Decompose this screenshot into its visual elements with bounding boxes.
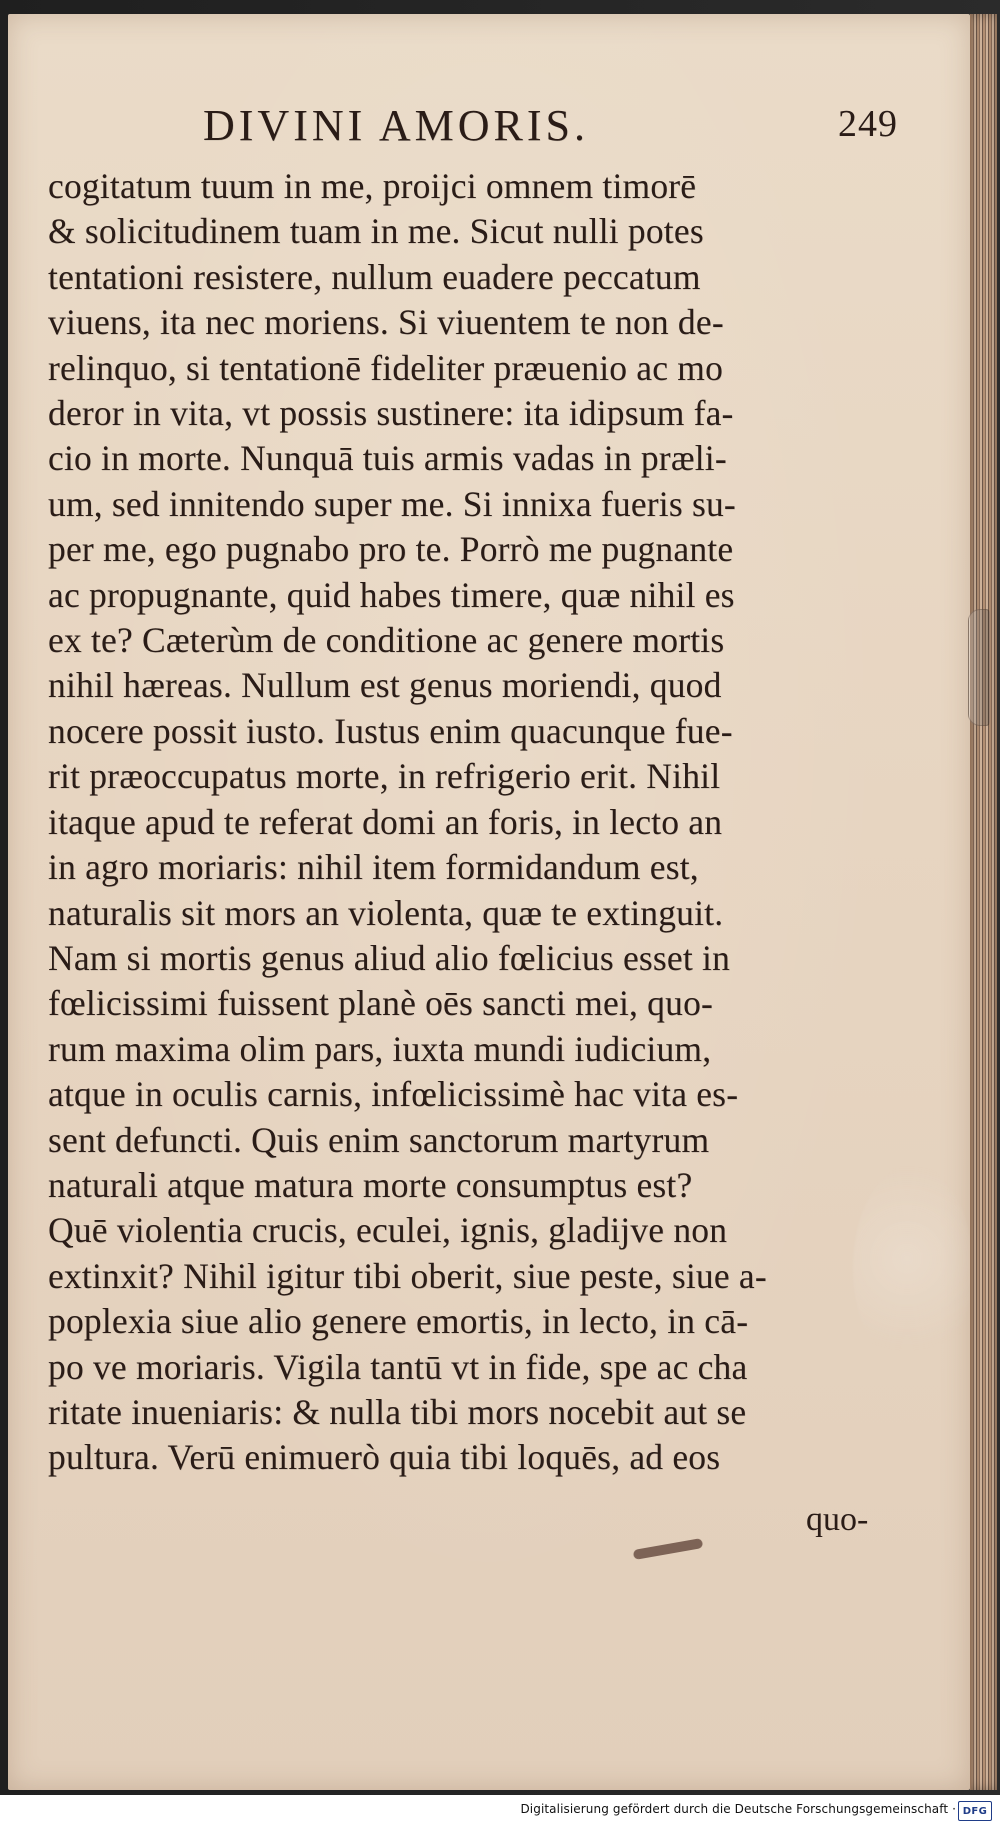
text-line-22: sent defuncti. Quis enim sanctorum martyrum [48,1119,710,1160]
text-line-27: po ve moriaris. Vigila tantū vt in fide, spe ac cha [48,1346,748,1387]
text-line-15: itaque apud te referat domi an foris, in lecto an [48,801,723,842]
main-text-block [48,164,928,1481]
text-line-13: nocere possit iusto. Iustus enim quacunque fue- [48,710,733,751]
page-edge [970,14,997,1790]
text-line-20: rum maxima olim pars, iuxta mundi iudicium, [48,1028,712,1069]
page-edge-tab [968,609,990,726]
dfg-logo [958,1801,992,1821]
text-line-4: viuens, ita nec moriens. Si viuentem te non de- [48,302,724,343]
dfg-logo-text: DFG [962,1805,988,1817]
ink-mark [633,1538,704,1560]
footer-credit-bar [0,1795,1000,1829]
text-line-16: in agro moriaris: nihil item formidandum est, [48,847,699,888]
text-line-23: naturali atque matura morte consumptus est? [48,1164,693,1205]
text-line-7: cio in morte. Nunquā tuis armis vadas in præli- [48,438,727,479]
text-line-17: naturalis sit mors an violenta, quæ te extinguit. [48,892,724,933]
footer-credit-text: Digitalisierung gefördert durch die Deutsche Forschungsgemeinschaft · [520,1802,956,1816]
text-line-29: pultura. Verū enimuerò quia tibi loquēs, ad eos [48,1437,721,1478]
text-line-12: nihil hæreas. Nullum est genus moriendi, quod [48,665,722,706]
text-line-6: deror in vita, vt possis sustinere: ita idipsum fa- [48,393,734,434]
page-number: 249 [838,103,898,145]
book-page [8,14,970,1790]
text-line-8: um, sed innitendo super me. Si innixa fueris su- [48,483,736,524]
text-line-2: & solicitudinem tuam in me. Sicut nulli potes [48,211,704,252]
running-head: DIVINI AMORIS. [203,101,589,150]
catchword: quo- [806,1501,869,1538]
text-line-3: tentationi resistere, nullum euadere peccatum [48,256,701,297]
page-stain [853,1164,973,1374]
text-line-9: per me, ego pugnabo pro te. Porrò me pugnante [48,529,734,570]
text-line-14: rit præoccupatus morte, in refrigerio erit. Nihil [48,756,721,797]
text-line-1: cogitatum tuum in me, proijci omnem timorē [48,166,697,206]
text-line-25: extinxit? Nihil igitur tibi oberit, siue peste, siue a- [48,1255,767,1296]
text-line-21: atque in oculis carnis, infœlicissimè hac vita es- [48,1074,739,1115]
text-line-11: ex te? Cæterùm de conditione ac genere mortis [48,620,725,661]
text-line-19: fœlicissimi fuissent planè oēs sancti mei, quo- [48,983,714,1024]
text-line-5: relinquo, si tentationē fideliter præuenio ac mo [48,347,724,388]
page-header [8,100,970,160]
text-line-28: ritate inueniaris: & nulla tibi mors nocebit aut se [48,1391,747,1432]
text-line-10: ac propugnante, quid habes timere, quæ nihil es [48,574,735,615]
text-line-24: Quē violentia crucis, eculei, ignis, gladijve non [48,1210,728,1251]
text-line-18: Nam si mortis genus aliud alio fœlicius esset in [48,937,731,978]
text-line-26: poplexia siue alio genere emortis, in lecto, in cā- [48,1301,749,1342]
